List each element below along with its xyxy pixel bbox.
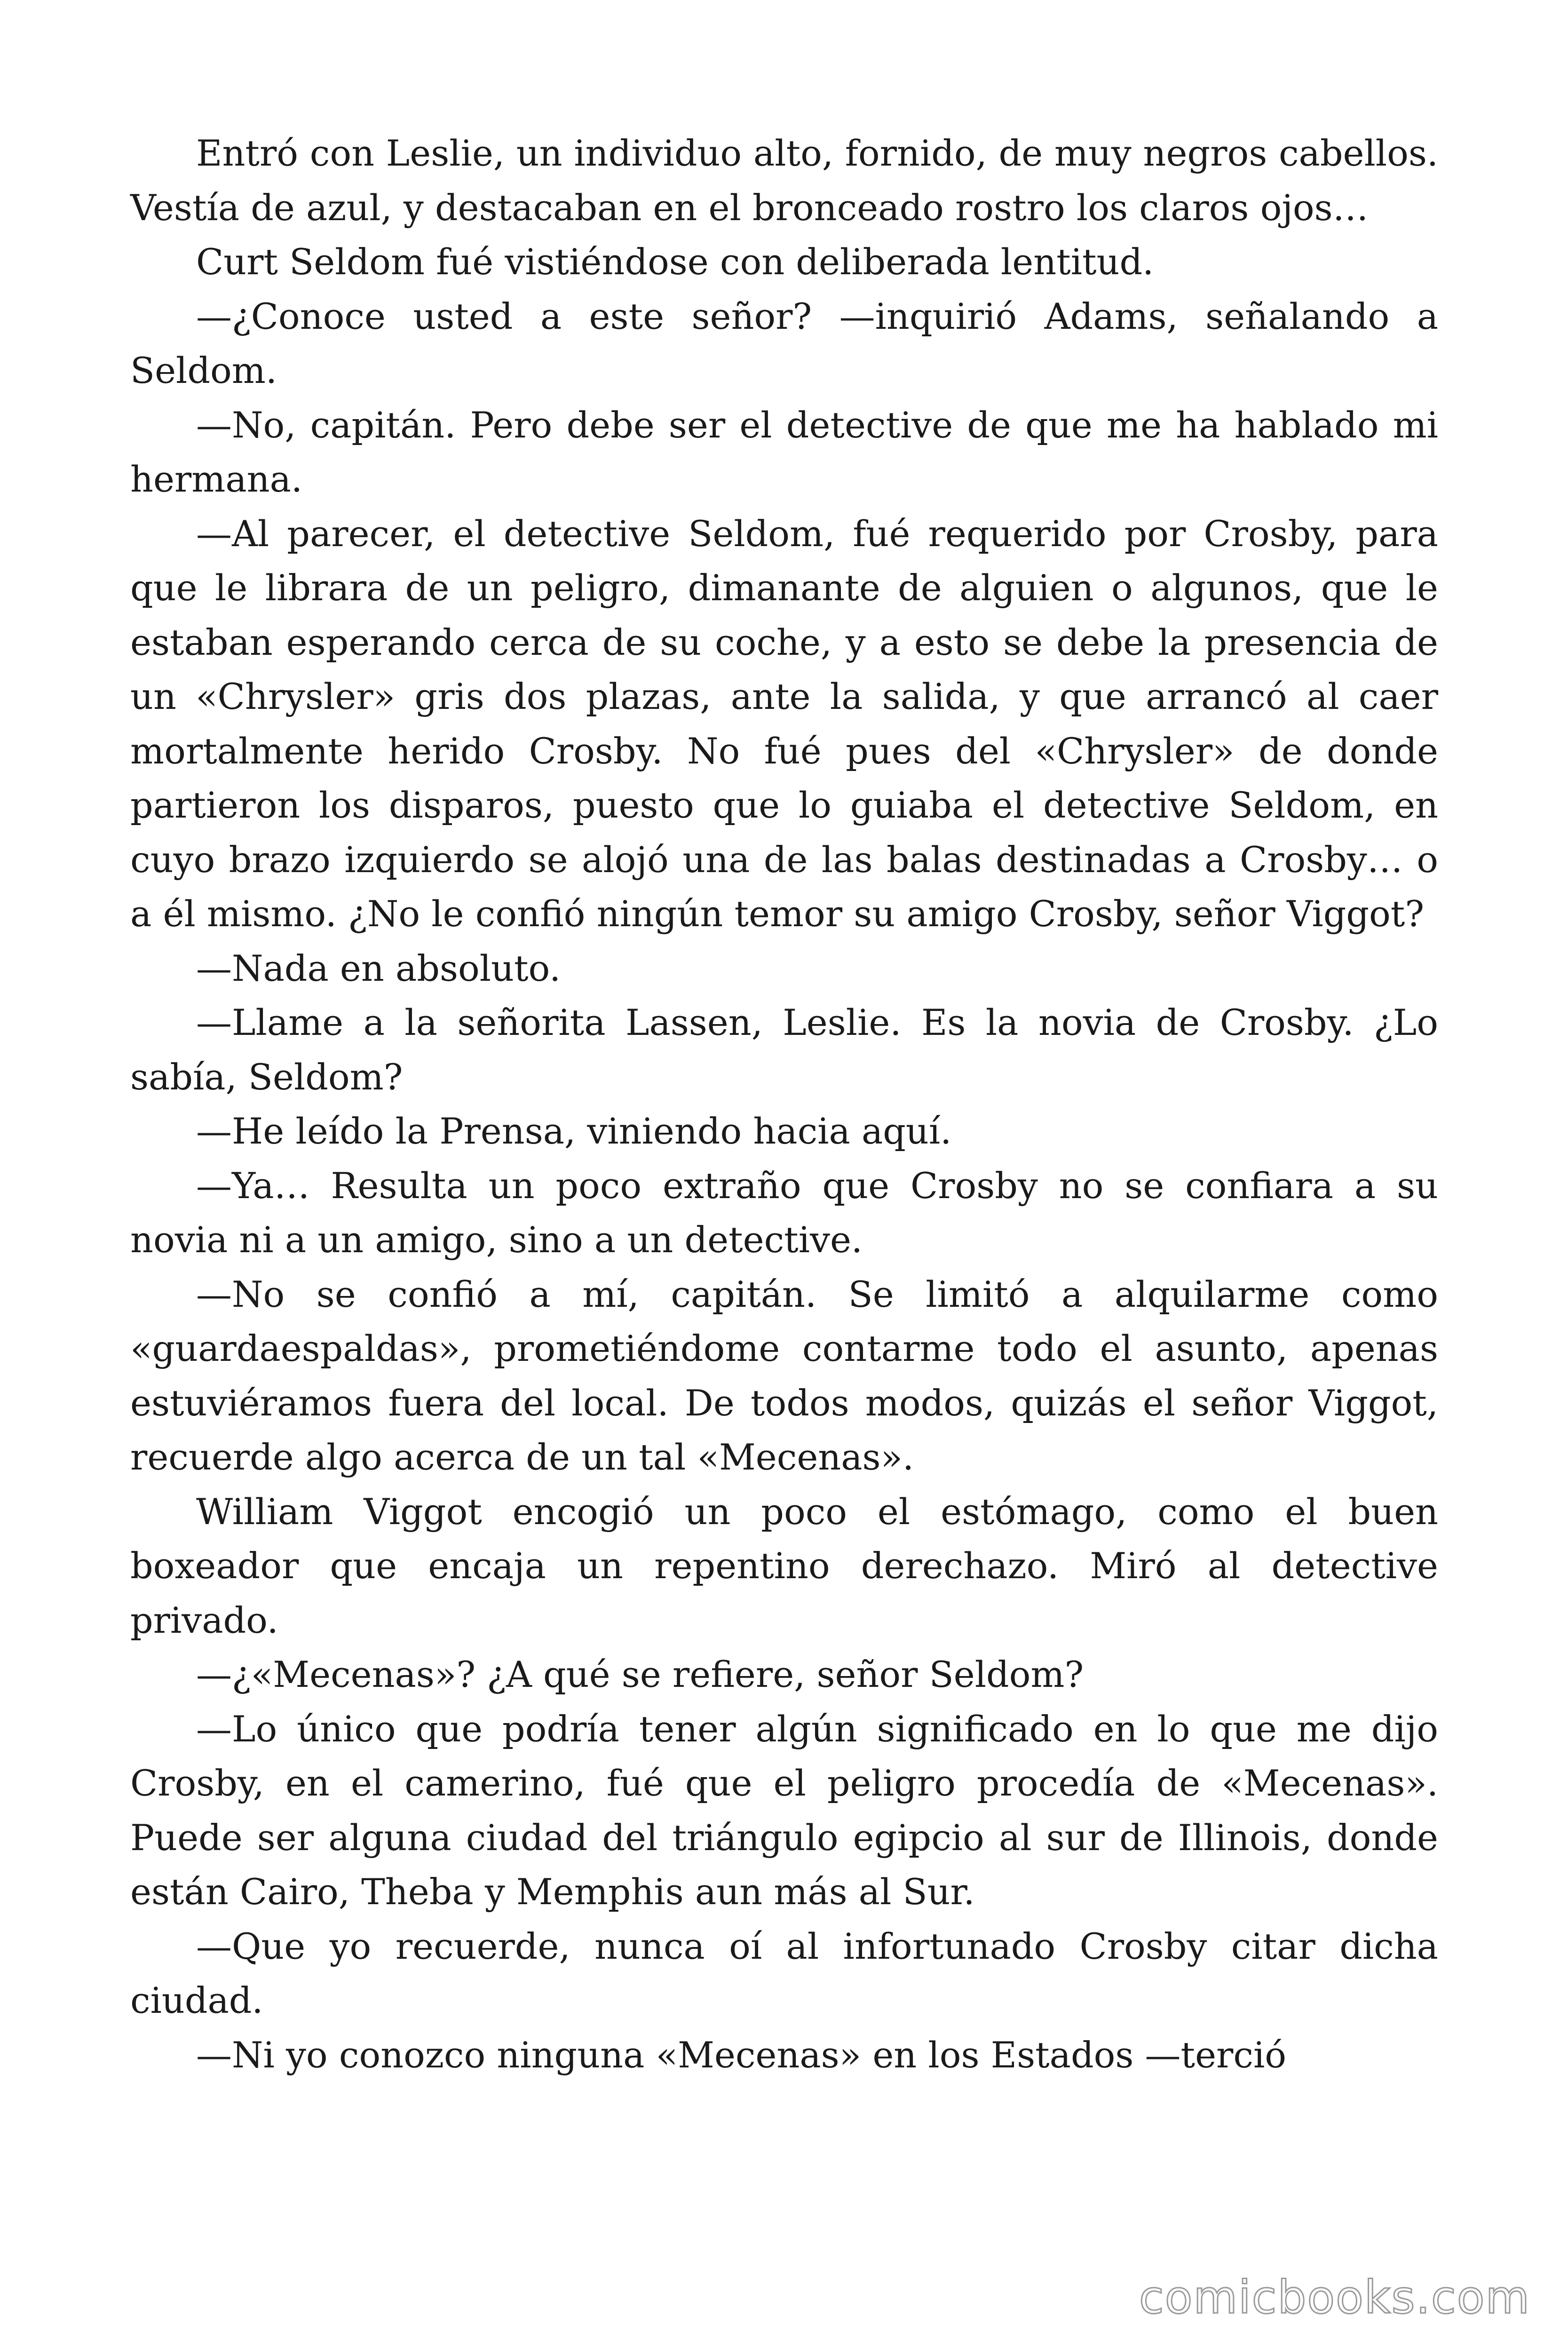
paragraph: —No, capitán. Pero debe ser el detective de que me ha hablado mi hermana. (130, 404, 1438, 500)
paragraph: —¿Conoce usted a este señor? —inquirió Adams, señalando a Seldom. (130, 295, 1438, 391)
paragraph: —Lo único que podría tener algún significado en lo que me dijo Crosby, en el camerino, fué que el peligro procedía de «Mecenas». Puede ser alguna ciudad del triángulo egipcio al sur de Illinois, donde están Cairo, Theba y Memphis aun más al Sur. (130, 1708, 1438, 1913)
paragraph: Curt Seldom fué vistiéndose con deliberada lentitud. (196, 241, 1154, 283)
paragraph: —No se confió a mí, capitán. Se limitó a alquilarme como «guardaespaldas», prometiéndome contarme todo el asunto, apenas estuviéramos fuera del local. De todos modos, quizás el señor Viggot, recuerde algo acerca de un tal «Mecenas». (130, 1273, 1438, 1478)
paragraph: —He leído la Prensa, viniendo hacia aquí. (196, 1110, 952, 1152)
watermark-logo: comicbooks.com (1139, 2271, 1530, 2324)
paragraph: —Al parecer, el detective Seldom, fué requerido por Crosby, para que le librara de un peligro, dimanante de alguien o algunos, que le estaban esperando cerca de su coche, y a esto se debe la presencia de un «Chrysler» gris dos plazas, ante la salida, y que arrancó al caer mortalmente herido Crosby. No fué pues del «Chrysler» de donde partieron los disparos, puesto que lo guiaba el detective Seldom, en cuyo brazo izquierdo se alojó una de las balas destinadas a Crosby… o a él mismo. ¿No le confió ningún temor su amigo Crosby, señor Viggot? (130, 512, 1438, 935)
paragraph: —Que yo recuerde, nunca oí al infortunado Crosby citar dicha ciudad. (130, 1925, 1438, 2021)
body-text (130, 126, 1438, 2082)
paragraph: —Nada en absoluto. (196, 947, 561, 989)
paragraph: —Llame a la señorita Lassen, Leslie. Es la novia de Crosby. ¿Lo sabía, Seldom? (130, 1001, 1438, 1098)
paragraph: —Ni yo conozco ninguna «Mecenas» en los Estados —terció (196, 2034, 1286, 2076)
paragraph: —¿«Mecenas»? ¿A qué se refiere, señor Seldom? (196, 1653, 1084, 1695)
paragraph: —Ya… Resulta un poco extraño que Crosby no se confiara a su novia ni a un amigo, sino a un detective. (130, 1164, 1438, 1261)
paragraph: Entró con Leslie, un individuo alto, fornido, de muy negros cabellos. Vestía de azul, y destacaban en el bronceado rostro los claros ojos… (130, 132, 1438, 229)
paragraph: William Viggot encogió un poco el estómago, como el buen boxeador que encaja un repentino derechazo. Miró al detective privado. (130, 1490, 1438, 1641)
